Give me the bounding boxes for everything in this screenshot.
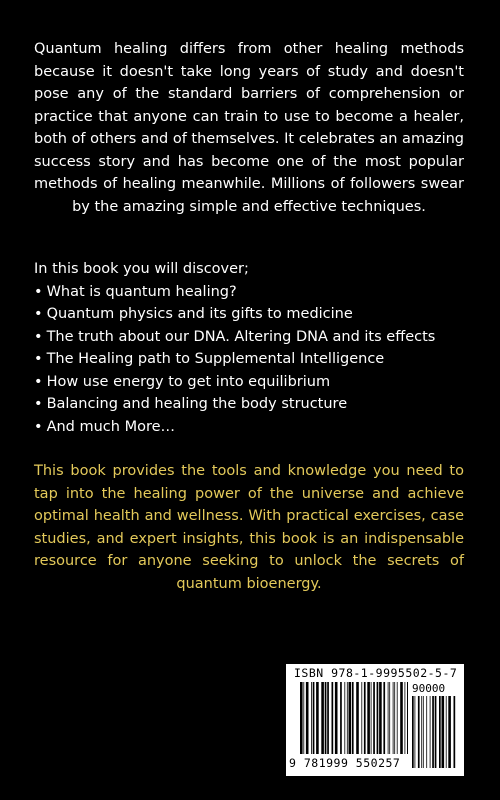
barcode-bar	[311, 682, 312, 754]
barcode-bar	[393, 682, 394, 754]
discover-list	[34, 281, 464, 439]
barcode-bar	[446, 696, 447, 768]
barcode-bar	[388, 682, 389, 754]
list-item: • Balancing and healing the body structure	[34, 393, 464, 416]
barcode-bar	[335, 682, 338, 754]
list-item: • How use energy to get into equilibrium	[34, 371, 464, 394]
barcode-bar	[303, 682, 304, 754]
barcode-bar	[415, 696, 416, 768]
barcode-bar	[300, 682, 303, 754]
barcode-bar	[349, 682, 352, 754]
barcode-bar	[421, 696, 422, 768]
barcode-bar	[407, 682, 408, 754]
barcode-bar	[412, 696, 414, 768]
barcode-bar	[332, 682, 334, 754]
discover-heading: In this book you will discover;	[34, 261, 249, 277]
list-item: • The truth about our DNA. Altering DNA and its effects	[34, 326, 464, 349]
barcode-bar	[383, 682, 385, 754]
outro-paragraph: This book provides the tools and knowledge you need to tap into the healing power of the universe and achieve optimal health and wellness. With practical exercises, case studies, and expert insights, this book is an indispensable resource for anyone seeking to unlock the secrets of quantum bioenergy.	[34, 463, 464, 592]
barcode-bar	[430, 696, 431, 768]
barcode-bar	[316, 682, 319, 754]
list-item: • What is quantum healing?	[34, 281, 464, 304]
discover-section	[34, 258, 464, 438]
barcode-bar	[327, 682, 329, 754]
barcode-bar	[377, 682, 379, 754]
barcode-bar	[423, 696, 424, 768]
barcode-bar	[379, 682, 382, 754]
barcode-bar	[454, 696, 456, 768]
barcode-bars	[300, 682, 408, 754]
list-item: • And much More…	[34, 416, 464, 439]
barcode-bar	[306, 682, 309, 754]
barcode-bar	[364, 682, 366, 754]
barcode-bar	[373, 682, 375, 754]
barcode-bar	[439, 696, 441, 768]
barcode-bar	[340, 682, 342, 754]
barcode-bar	[356, 682, 359, 754]
intro-paragraph: Quantum healing differs from other healing methods because it doesn't take long years of study and doesn't pose any of the standard barriers of comprehension or practice that anyone can train to use to become a healer, both of others and of themselves. It celebrates an amazing success story and has become one of the most popular methods of healing meanwhile. Millions of followers swear by the amazing simple and effective techniques.	[34, 41, 464, 215]
barcode-bar	[448, 696, 451, 768]
barcode-bar	[367, 682, 370, 754]
barcode-bar	[321, 682, 324, 754]
barcode-bar	[394, 682, 395, 754]
barcode-bar	[344, 682, 345, 754]
barcode-bar	[418, 696, 420, 768]
barcode-bar	[371, 682, 372, 754]
barcode-bar	[432, 696, 434, 768]
barcode-bar	[442, 696, 445, 768]
barcode-bar	[405, 682, 406, 754]
isbn-barcode	[286, 664, 464, 776]
list-item: • Quantum physics and its gifts to medicine	[34, 303, 464, 326]
ean-digits: 9 781999 550257	[289, 756, 401, 770]
price-code: 90000	[412, 682, 446, 695]
barcode-addon-bars	[412, 696, 456, 768]
barcode-bar	[397, 682, 398, 754]
barcode-bar	[400, 682, 403, 754]
barcode-bar	[435, 696, 437, 768]
barcode-bar	[325, 682, 327, 754]
barcode-bar	[347, 682, 348, 754]
barcode-bar	[426, 696, 427, 768]
barcode-bar	[352, 682, 354, 754]
barcode-bar	[361, 682, 362, 754]
barcode-bar	[313, 682, 315, 754]
isbn-label: ISBN 978-1-9995502-5-7	[294, 666, 458, 680]
list-item: • The Healing path to Supplemental Intelligence	[34, 348, 464, 371]
barcode-bar	[389, 682, 390, 754]
